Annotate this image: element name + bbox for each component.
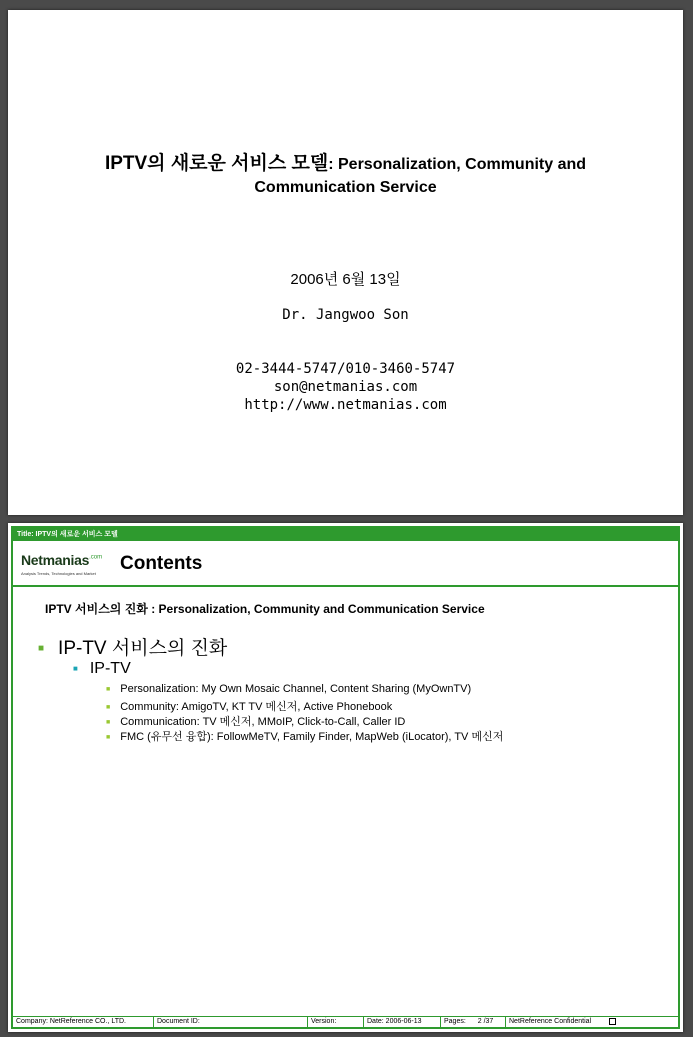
logo-tagline: Analysis Trends, Technologies and Market — [21, 571, 96, 576]
logo-text: Netmanias — [21, 552, 90, 568]
square-bullet-icon: ■ — [106, 685, 111, 693]
footer-pages-value: 2 /37 — [477, 1018, 494, 1025]
contents-page — [8, 523, 683, 1032]
bullet-level1 — [38, 633, 227, 660]
bullet-level3 — [106, 713, 405, 729]
slide-footer — [13, 1016, 678, 1027]
logo-com: .com — [89, 554, 103, 561]
bullet-level3-text: FMC (유무선 융합): FollowMeTV, Family Finder, MapWeb (iLocator), TV 메신저 — [120, 731, 504, 743]
cover-website: http://www.netmanias.com — [244, 397, 447, 413]
bullet-level3 — [106, 698, 392, 714]
footer-version: Version: — [308, 1017, 364, 1027]
bullet-level3-text: Personalization: My Own Mosaic Channel, Content Sharing (MyOwnTV) — [120, 683, 472, 695]
cover-phone: 02-3444-5747/010-3460-5747 — [235, 361, 456, 377]
cover-title-line2: Communication Service — [254, 179, 437, 196]
cover-page — [8, 10, 683, 515]
bullet-level3-text: Community: AmigoTV, KT TV 메신저, Active Phonebook — [120, 701, 393, 713]
footer-pages — [441, 1017, 506, 1027]
cover-author: Dr. Jangwoo Son — [282, 307, 409, 323]
cover-date: 2006년 6월 13일 — [290, 271, 401, 288]
cover-title-english: : Personalization, Community and — [328, 156, 587, 173]
square-bullet-icon: ■ — [38, 643, 45, 655]
square-bullet-icon: ■ — [106, 718, 111, 726]
square-bullet-icon: ■ — [73, 664, 78, 674]
bullet-level3 — [106, 728, 503, 744]
footer-pages-label: Pages: — [444, 1018, 466, 1025]
cover-title — [8, 152, 683, 199]
bullet-level3 — [106, 683, 471, 695]
footer-document-id: Document ID: — [154, 1017, 308, 1027]
square-bullet-icon: ■ — [106, 703, 111, 711]
netmanias-logo — [21, 552, 102, 576]
bullet-level3-text: Communication: TV 메신저, MMoIP, Click-to-Call, Caller ID — [120, 716, 406, 728]
footer-checkbox-icon — [609, 1018, 616, 1025]
cover-title-korean: IPTV의 새로운 서비스 모델 — [104, 153, 329, 174]
footer-company: Company: NetReference CO., LTD. — [13, 1017, 154, 1027]
bullet-level2 — [73, 660, 131, 678]
slide-topbar: Title: IPTV의 새로운 서비스 모델 — [13, 528, 678, 541]
slide-subtitle: IPTV 서비스의 진화 : Personalization, Community and Communication Service — [45, 602, 485, 616]
slide-title: Contents — [120, 553, 203, 574]
bullet-level1-text: IP-TV 서비스의 진화 — [58, 638, 228, 659]
square-bullet-icon: ■ — [106, 733, 111, 741]
slide-header — [13, 541, 678, 587]
bullet-level2-text: IP-TV — [89, 660, 131, 677]
cover-email: son@netmanias.com — [273, 379, 418, 395]
cover-contacts — [8, 360, 683, 414]
slide-frame — [11, 526, 680, 1029]
footer-date: Date: 2006-06-13 — [364, 1017, 441, 1027]
footer-confidential: NetReference Confidential — [509, 1018, 592, 1025]
